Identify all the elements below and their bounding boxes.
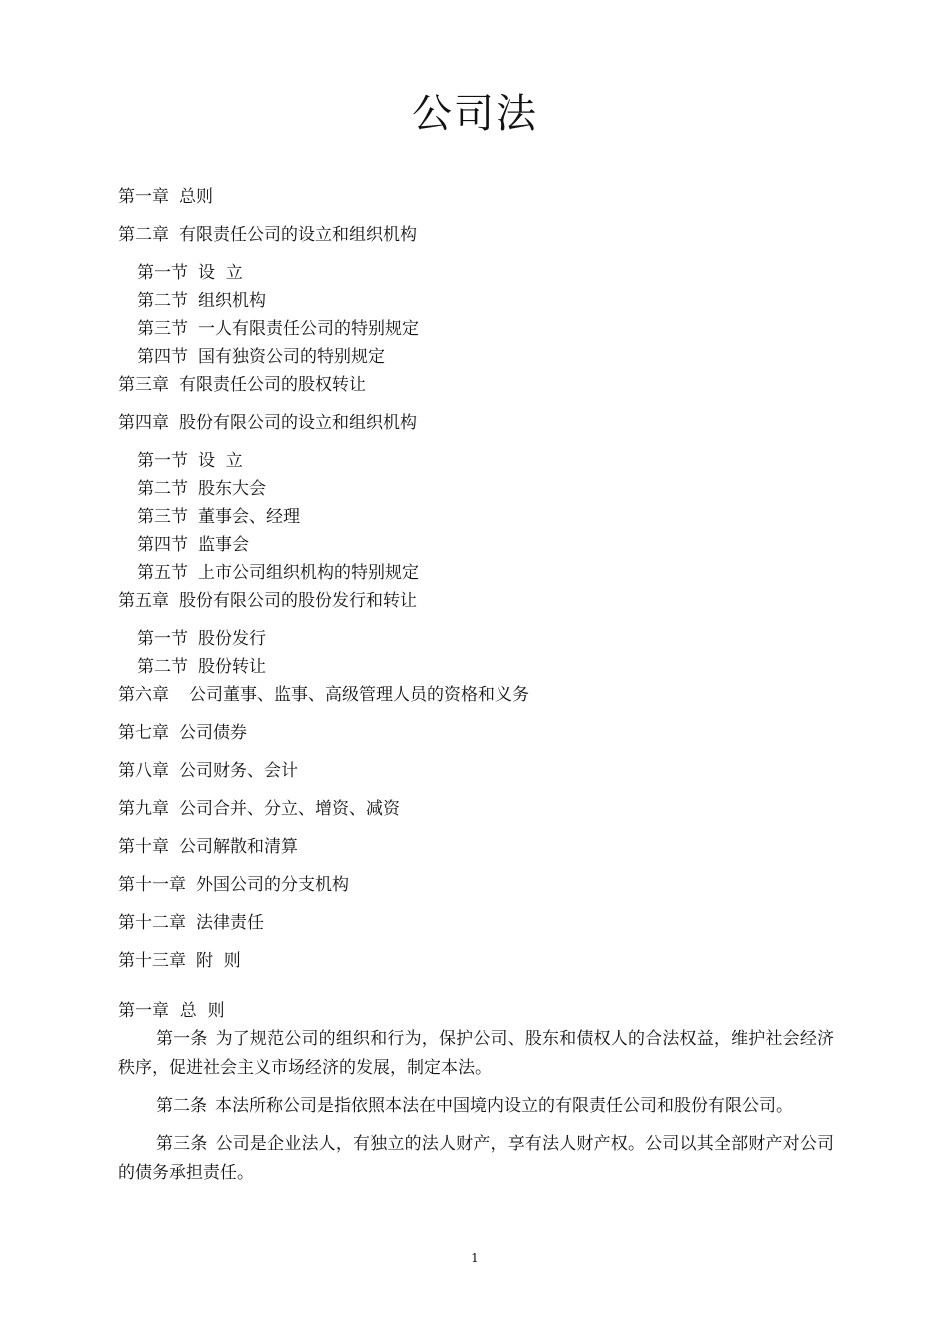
toc-chapter-number: 第八章	[118, 761, 169, 781]
toc-section	[118, 559, 838, 587]
toc-section-number: 第四节	[137, 535, 188, 555]
toc-chapter-number: 第五章	[118, 591, 169, 611]
toc-chapter-number: 第十章	[118, 837, 169, 857]
toc-chapter-title: 公司合并、分立、增资、减资	[179, 799, 400, 819]
toc-section	[118, 343, 838, 371]
toc-chapter	[118, 871, 838, 899]
toc-chapter	[118, 719, 838, 747]
toc-chapter-title: 公司董事、监事、高级管理人员的资格和义务	[189, 685, 529, 705]
toc-section	[118, 447, 838, 475]
toc-section-number: 第一节	[137, 451, 188, 471]
toc-chapter-title: 有限责任公司的设立和组织机构	[179, 225, 417, 245]
toc-chapter	[118, 947, 838, 975]
article-number: 第三条	[156, 1134, 208, 1154]
toc-chapter-title: 股份有限公司的股份发行和转让	[179, 591, 417, 611]
toc-section	[118, 315, 838, 343]
toc-section-number: 第三节	[137, 507, 188, 527]
toc-section-title: 设 立	[198, 263, 243, 283]
toc-chapter	[118, 371, 838, 399]
toc-chapter	[118, 909, 838, 937]
toc-chapter	[118, 681, 838, 709]
toc-section-number: 第五节	[137, 563, 188, 583]
toc-chapter-title: 总则	[179, 187, 213, 207]
toc-section-title: 一人有限责任公司的特别规定	[198, 319, 419, 339]
article-text: 公司是企业法人，有独立的法人财产，享有法人财产权。公司以其全部财产对公司的债务承担责任。	[118, 1134, 835, 1183]
toc-section-title: 董事会、经理	[198, 507, 300, 527]
toc-chapter	[118, 183, 838, 211]
article-text: 本法所称公司是指依照本法在中国境内设立的有限责任公司和股份有限公司。	[215, 1096, 793, 1116]
law-body	[118, 997, 834, 1197]
toc-chapter-number: 第七章	[118, 723, 169, 743]
toc-section-title: 股东大会	[198, 479, 266, 499]
toc-chapter	[118, 795, 838, 823]
toc-section-title: 监事会	[198, 535, 249, 555]
toc-chapter-number: 第一章	[118, 187, 169, 207]
toc-chapter	[118, 757, 838, 785]
toc-section-number: 第四节	[137, 347, 188, 367]
toc-chapter	[118, 833, 838, 861]
toc-section-number: 第一节	[137, 263, 188, 283]
toc-section-number: 第二节	[137, 291, 188, 311]
toc-section-title: 国有独资公司的特别规定	[198, 347, 385, 367]
toc-chapter-number: 第十一章	[118, 875, 186, 895]
toc-chapter-title: 外国公司的分支机构	[196, 875, 349, 895]
toc-section-title: 组织机构	[198, 291, 266, 311]
article-paragraph	[118, 1025, 834, 1083]
toc-chapter-number: 第十二章	[118, 913, 186, 933]
toc-chapter-title: 附 则	[196, 951, 241, 971]
toc-chapter-number: 第九章	[118, 799, 169, 819]
toc-chapter-number: 第四章	[118, 413, 169, 433]
toc-chapter-title: 股份有限公司的设立和组织机构	[179, 413, 417, 433]
document-title: 公司法	[412, 91, 538, 137]
chapter-heading: 第一章 总 则	[118, 1001, 225, 1021]
toc-section	[118, 503, 838, 531]
toc-section-title: 设 立	[198, 451, 243, 471]
toc-chapter-number: 第三章	[118, 375, 169, 395]
toc-section	[118, 475, 838, 503]
toc-chapter-number: 第六章	[118, 685, 169, 705]
toc-chapter-number: 第十三章	[118, 951, 186, 971]
toc-section-title: 股份转让	[198, 657, 266, 677]
toc-chapter-title: 法律责任	[196, 913, 264, 933]
toc-section	[118, 531, 838, 559]
article-number: 第二条	[156, 1096, 207, 1116]
toc-section-title: 股份发行	[198, 629, 266, 649]
article-number: 第一条	[156, 1029, 208, 1049]
article-paragraph	[118, 1130, 834, 1188]
toc-chapter-title: 有限责任公司的股权转让	[179, 375, 366, 395]
toc-section-number: 第三节	[137, 319, 188, 339]
article-text: 为了规范公司的组织和行为，保护公司、股东和债权人的合法权益，维护社会经济秩序，促进社会主义市场经济的发展，制定本法。	[118, 1029, 835, 1078]
toc-chapter-title: 公司债券	[179, 723, 247, 743]
toc-section-number: 第一节	[137, 629, 188, 649]
page-number: 1	[471, 1251, 479, 1265]
toc-section-number: 第二节	[137, 657, 188, 677]
toc-chapter-number: 第二章	[118, 225, 169, 245]
table-of-contents	[118, 183, 838, 975]
toc-chapter	[118, 409, 838, 437]
toc-section	[118, 287, 838, 315]
toc-section	[118, 259, 838, 287]
toc-section-title: 上市公司组织机构的特别规定	[198, 563, 419, 583]
toc-section	[118, 653, 838, 681]
toc-chapter	[118, 221, 838, 249]
toc-chapter	[118, 587, 838, 615]
article-paragraph	[118, 1092, 834, 1121]
toc-section	[118, 625, 838, 653]
toc-chapter-title: 公司解散和清算	[179, 837, 298, 857]
toc-section-number: 第二节	[137, 479, 188, 499]
toc-chapter-title: 公司财务、会计	[179, 761, 298, 781]
